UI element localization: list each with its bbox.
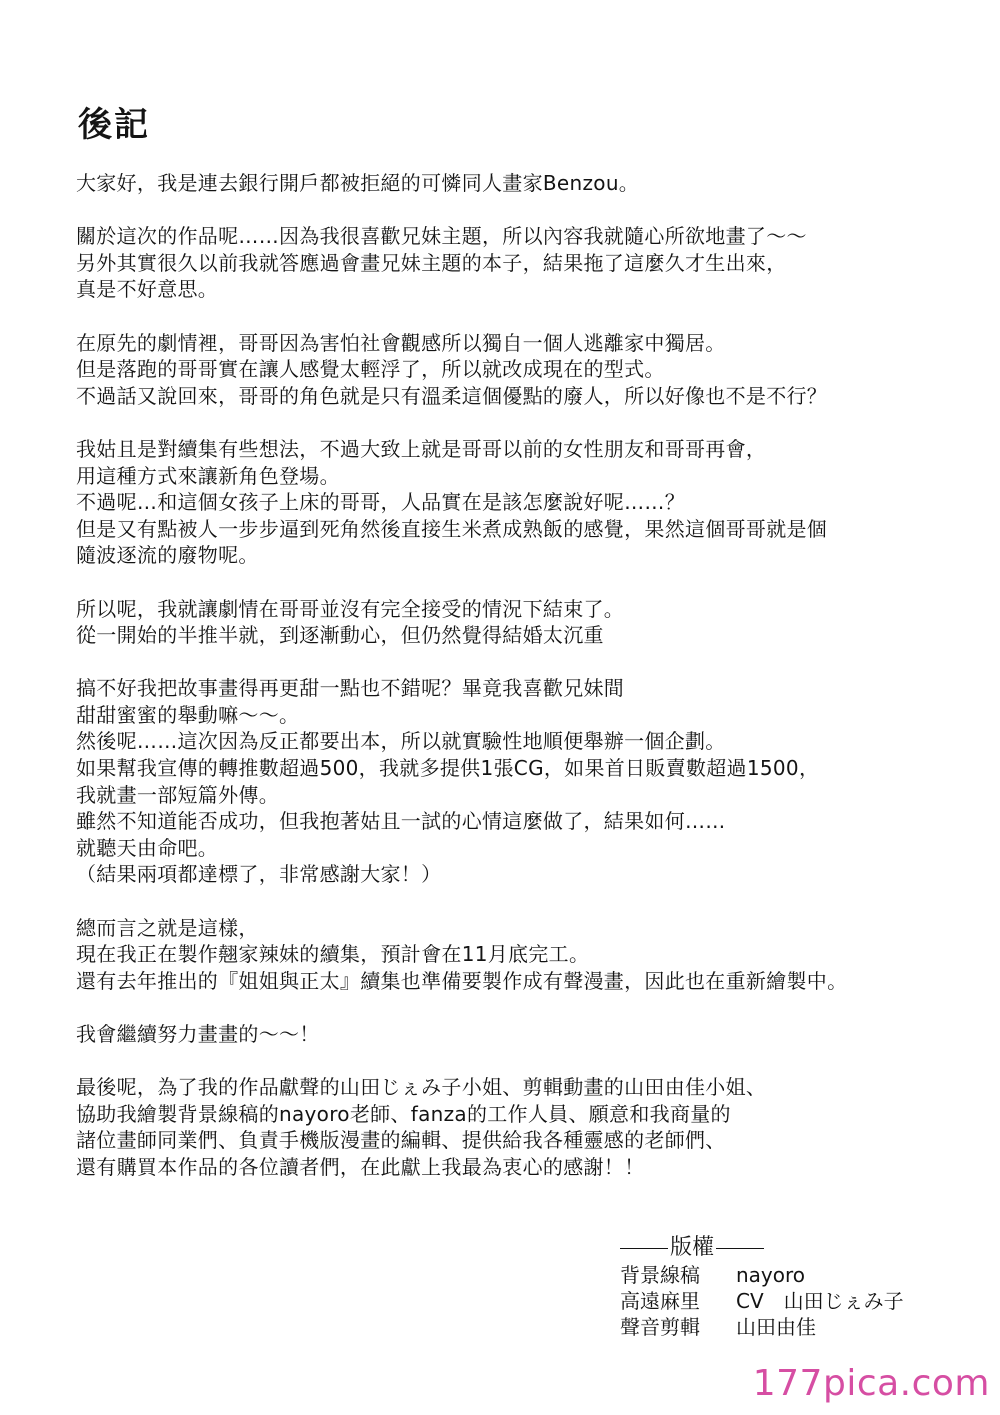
text-line: 真是不好意思。	[76, 277, 219, 302]
paragraph	[76, 436, 976, 569]
text-line: 但是又有點被人一步步逼到死角然後直接生米煮成熟飯的感覺，果然這個哥哥就是個	[76, 516, 828, 541]
credit-rows	[620, 1262, 904, 1340]
text-line: 甜甜蜜蜜的舉動嘛～～。	[76, 702, 300, 727]
heading-rule-right	[716, 1248, 764, 1249]
credit-name: CV 山田じぇみ子	[736, 1289, 904, 1313]
paragraph	[76, 915, 976, 995]
text-line: 另外其實很久以前我就答應過會畫兄妹主題的本子，結果拖了這麼久才生出來，	[76, 250, 787, 275]
text-line: 不過話又說回來，哥哥的角色就是只有溫柔這個優點的廢人，所以好像也不是不行？	[76, 383, 828, 408]
credit-name: nayoro	[736, 1263, 806, 1287]
text-line: 我會繼續努力畫畫的～～！	[76, 1022, 320, 1046]
text-line: 大家好，我是連去銀行開戶都被拒絕的可憐同人畫家Benzou。	[76, 171, 640, 195]
paragraph	[76, 1074, 976, 1180]
paragraph	[76, 675, 976, 888]
text-line: 協助我繪製背景線稿的nayoro老師、fanza的工作人員、願意和我商量的	[76, 1101, 731, 1126]
text-line: 我就畫一部短篇外傳。	[76, 782, 279, 807]
credit-role: 高遠麻里	[620, 1289, 700, 1313]
credit-role: 聲音剪輯	[620, 1315, 700, 1339]
text-line: 在原先的劇情裡，哥哥因為害怕社會觀感所以獨自一個人逃離家中獨居。	[76, 330, 726, 355]
afterword-body	[76, 170, 976, 1207]
text-line: 雖然不知道能否成功，但我抱著姑且一試的心情這麼做了，結果如何……	[76, 809, 726, 834]
text-line: 用這種方式來讓新角色登場。	[76, 463, 340, 488]
credits-block	[620, 1234, 904, 1340]
paragraph	[76, 596, 976, 649]
text-line: 最後呢，為了我的作品獻聲的山田じぇみ子小姐、剪輯動畫的山田由佳小姐、	[76, 1075, 767, 1100]
text-line: 但是落跑的哥哥實在讓人感覺太輕浮了，所以就改成現在的型式。	[76, 357, 665, 382]
text-line: 諸位畫師同業們、負責手機版漫畫的編輯、提供給我各種靈感的老師們、	[76, 1128, 726, 1153]
text-line: 然後呢……這次因為反正都要出本，所以就實驗性地順便舉辦一個企劃。	[76, 729, 726, 754]
text-line: 就聽天由命吧。	[76, 835, 219, 860]
credit-name: 山田由佳	[736, 1315, 816, 1339]
text-line: 還有去年推出的『姐姐與正太』續集也準備要製作成有聲漫畫，因此也在重新繪製中。	[76, 968, 848, 993]
text-line: （結果兩項都達標了，非常感謝大家！）	[76, 862, 442, 887]
text-line: 總而言之就是這樣，	[76, 915, 259, 940]
heading-rule-left	[620, 1248, 668, 1249]
text-line: 我姑且是對續集有些想法，不過大致上就是哥哥以前的女性朋友和哥哥再會，	[76, 436, 767, 461]
paragraph	[76, 1021, 976, 1048]
text-line: 所以呢，我就讓劇情在哥哥並沒有完全接受的情況下結束了。	[76, 596, 625, 621]
credit-row	[620, 1314, 904, 1340]
text-line: 關於這次的作品呢……因為我很喜歡兄妹主題，所以內容我就隨心所欲地畫了～～	[76, 224, 807, 249]
credit-role: 背景線稿	[620, 1263, 700, 1287]
text-line: 如果幫我宣傳的轉推數超過500，我就多提供1張CG，如果首日販賣數超過1500，	[76, 756, 820, 781]
text-line: 不過呢…和這個女孩子上床的哥哥，人品實在是該怎麼說好呢……？	[76, 490, 685, 515]
paragraph	[76, 223, 976, 303]
text-line: 搞不好我把故事畫得再更甜一點也不錯呢？畢竟我喜歡兄妹間	[76, 676, 625, 701]
credits-heading-text: 版權	[670, 1235, 715, 1260]
credit-row	[620, 1262, 904, 1288]
watermark: 177pica.com	[752, 1363, 990, 1404]
text-line: 還有購買本作品的各位讀者們，在此獻上我最為衷心的感謝！！	[76, 1154, 645, 1179]
credits-heading	[620, 1234, 904, 1262]
page-title: 後記	[78, 105, 150, 145]
text-line: 從一開始的半推半就，到逐漸動心，但仍然覺得結婚太沉重	[76, 623, 604, 648]
text-line: 隨波逐流的廢物呢。	[76, 543, 259, 568]
paragraph	[76, 170, 976, 197]
paragraph	[76, 330, 976, 410]
credit-row	[620, 1288, 904, 1314]
text-line: 現在我正在製作翹家辣妹的續集，預計會在11月底完工。	[76, 942, 590, 967]
